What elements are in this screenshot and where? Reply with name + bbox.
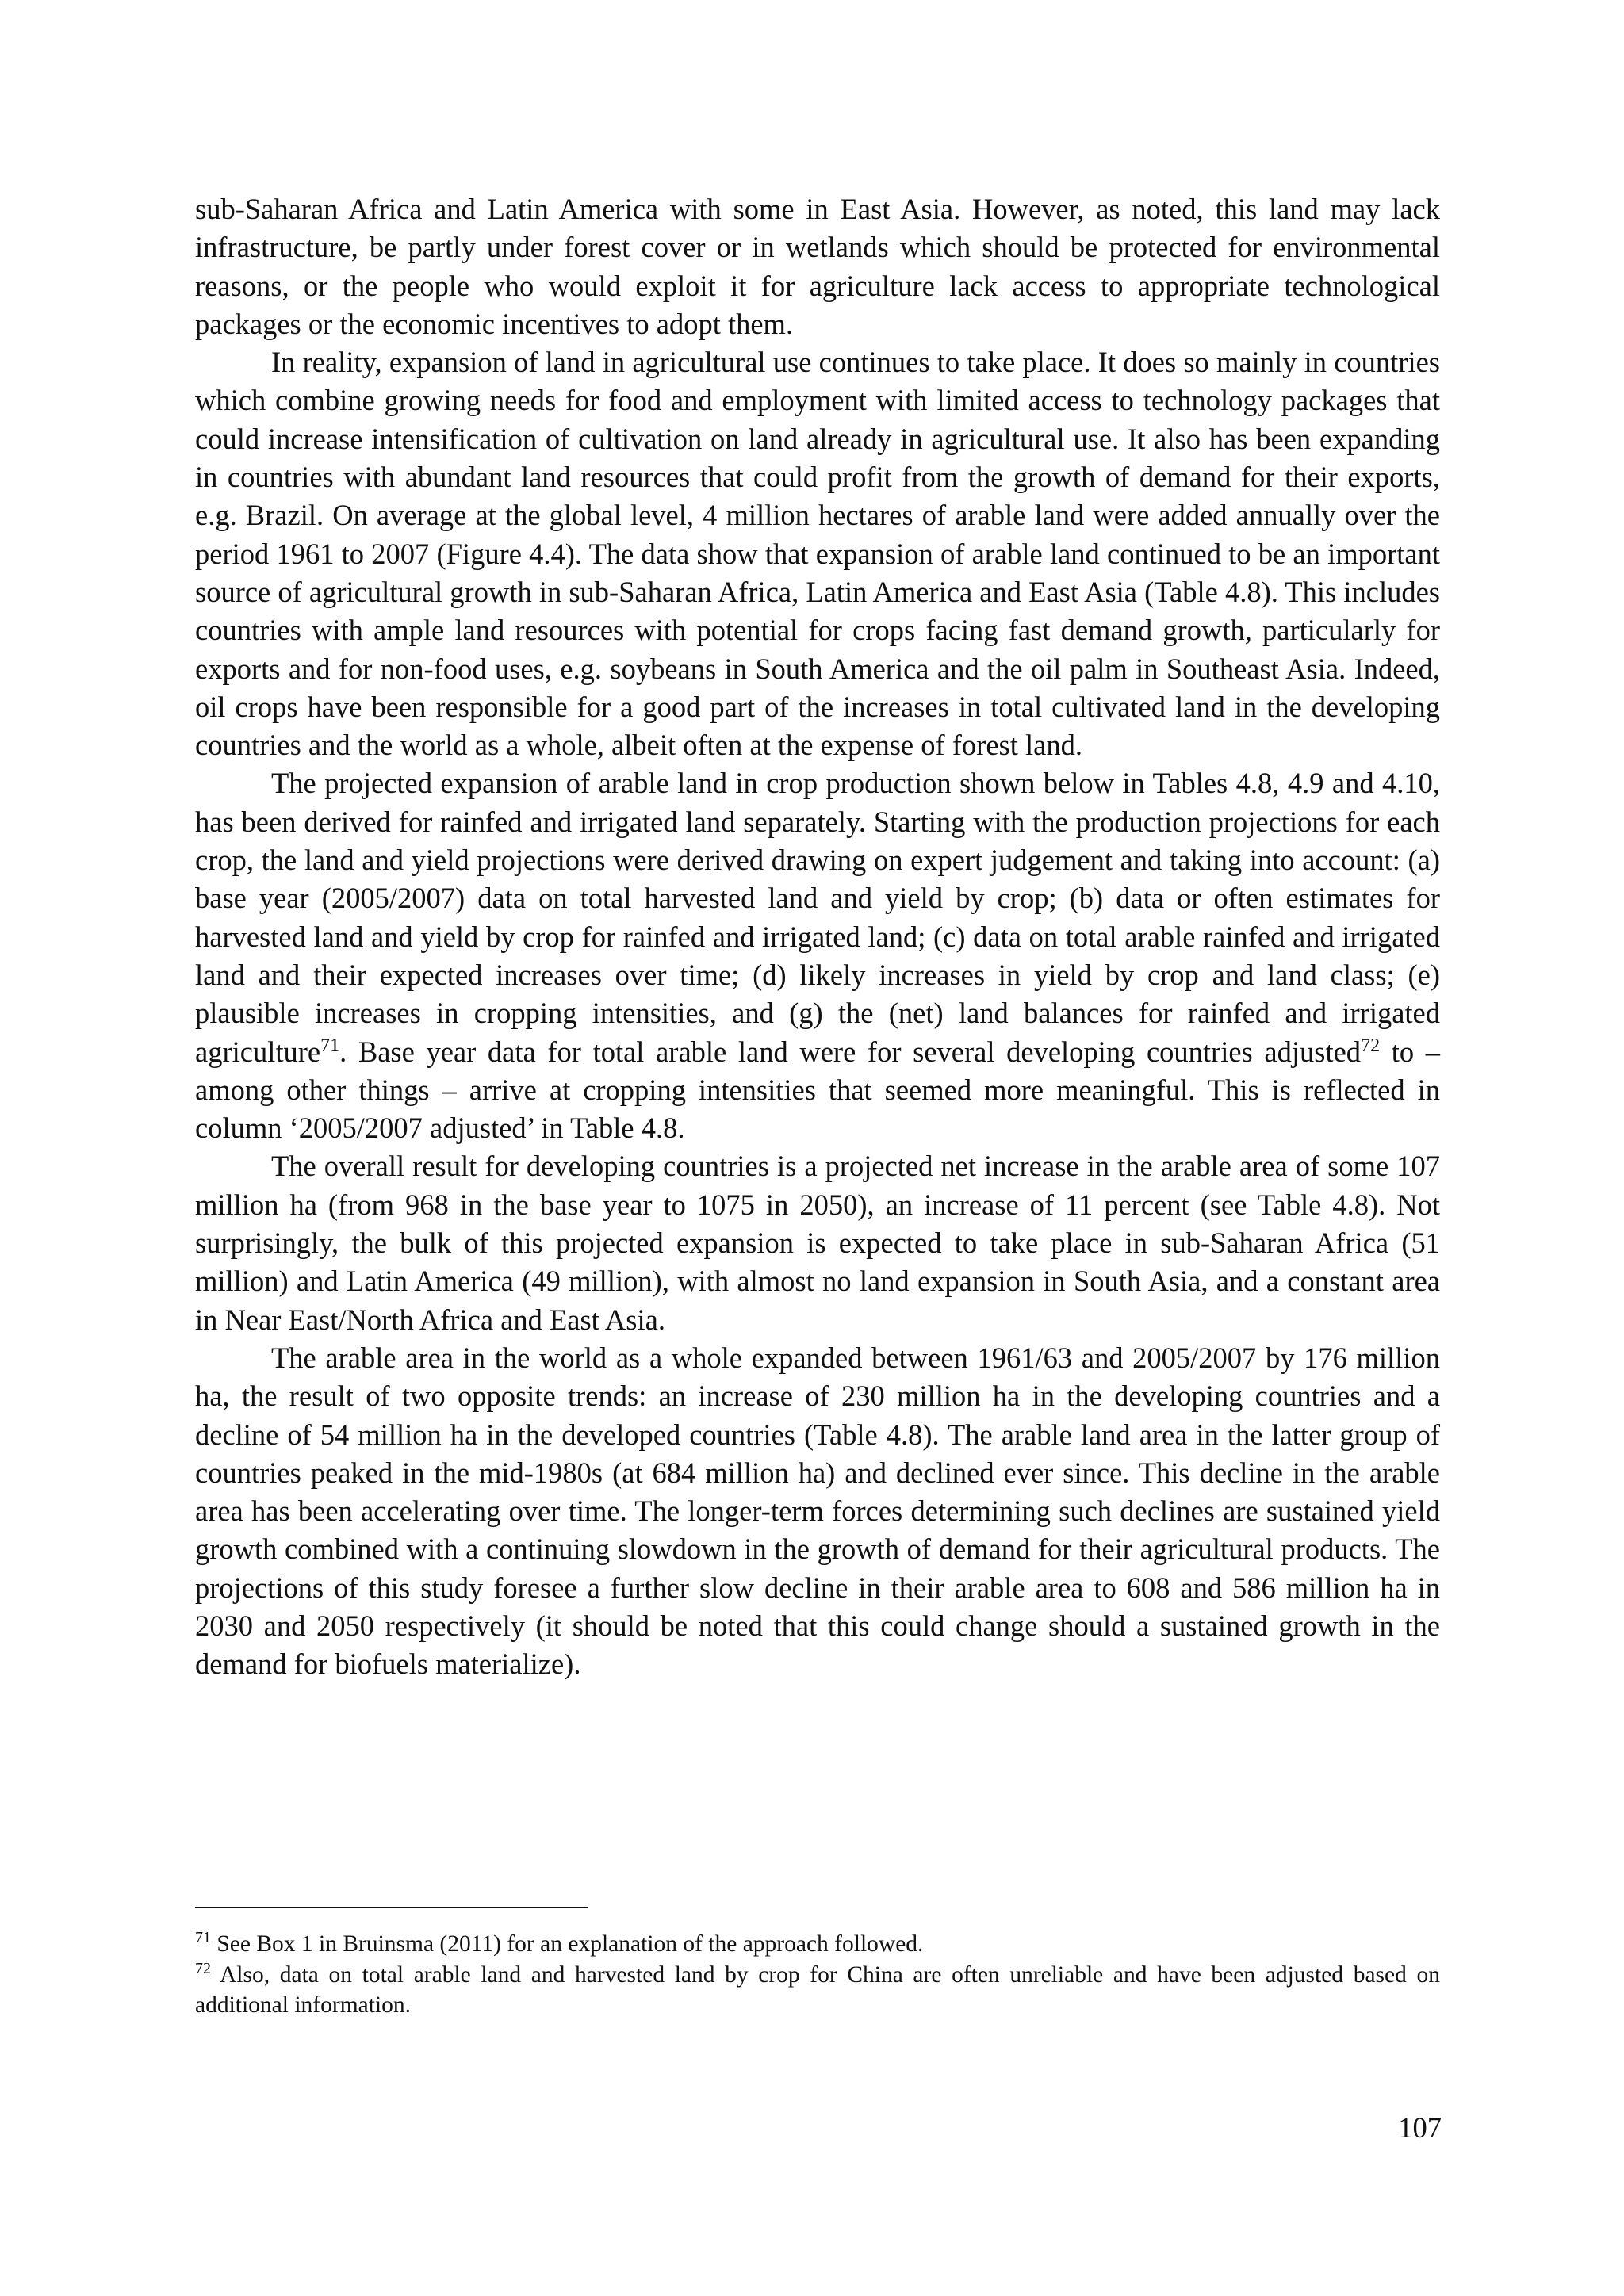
paragraph-3-text-a: The projected expansion of arable land in crop production shown below in Tables 4.8, 4.9 and 4.10, has been derived for rainfed and irrigated land separately. Starting with the production projections for each crop, the land and yield projections were derived drawing on expert judgement and taking into account: (a) base year (2005/2007) data on total harvested land and yield by crop; (b) data or often estimates for harvested land and yield by crop for rainfed and irrigated land; (c) data on total arable rainfed and irrigated land and their expected increases over time; (d) likely increases in yield by crop and land class; (e) plausible increases in cropping intensities, and (g) the (net) land balances for rainfed and irrigated agriculture (195, 767, 1440, 1068)
paragraph-3-text-c: to – among other things – arrive at cropping intensities that seemed more meaningful. This is reflected in column ‘2005/2007 adjusted’ in Table 4.8. (195, 1035, 1440, 1145)
footnote-72 (195, 1960, 1440, 2021)
paragraph-3 (195, 764, 1440, 1147)
page-number: 107 (1398, 2111, 1442, 2144)
body-text (195, 190, 1440, 1684)
paragraph-5: The arable area in the world as a whole expanded between 1961/63 and 2005/2007 by 176 million ha, the result of two opposite trends: an increase of 230 million ha in the developing countries and a decline of 54 million ha in the developed countries (Table 4.8). The arable land area in the latter group of countries peaked in the mid-1980s (at 684 million ha) and declined ever since. This decline in the arable area has been accelerating over time. The longer-term forces determining such declines are sustained yield growth combined with a continuing slowdown in the growth of demand for their agricultural products. The projections of this study foresee a further slow decline in their arable area to 608 and 586 million ha in 2030 and 2050 respectively (it should be noted that this could change should a sustained growth in the demand for biofuels materialize). (195, 1341, 1440, 1681)
footnote-71 (195, 1929, 1440, 1960)
footnote-72-text: Also, data on total arable land and harvested land by crop for China are often unreliable and have been adjusted based on additional information. (195, 1961, 1440, 2018)
footnote-marker-71: 71 (195, 1929, 211, 1947)
footnote-marker-72: 72 (195, 1959, 211, 1977)
footnote-ref-72[interactable]: 72 (1361, 1035, 1381, 1056)
paragraph-3-text-b: . Base year data for total arable land were for several developing countries adjusted (339, 1035, 1362, 1068)
paragraph-1: sub-Saharan Africa and Latin America with some in East Asia. However, as noted, this land may lack infrastructure, be partly under forest cover or in wetlands which should be protected for environmental reasons, or the people who would exploit it for agriculture lack access to appropriate technological packages or the economic incentives to adopt them. (195, 193, 1440, 340)
paragraph-2: In reality, expansion of land in agricultural use continues to take place. It does so mainly in countries which combine growing needs for food and employment with limited access to technology packages that could increase intensification of cultivation on land already in agricultural use. It also has been expanding in countries with abundant land resources that could profit from the growth of demand for their exports, e.g. Brazil. On average at the global level, 4 million hectares of arable land were added annually over the period 1961 to 2007 (Figure 4.4). The data show that expansion of arable land continued to be an important source of agricultural growth in sub-Saharan Africa, Latin America and East Asia (Table 4.8). This includes countries with ample land resources with potential for crops facing fast demand growth, particularly for exports and for non-food uses, e.g. soybeans in South America and the oil palm in Southeast Asia. Indeed, oil crops have been responsible for a good part of the increases in total cultivated land in the developing countries and the world as a whole, albeit often at the expense of forest land. (195, 346, 1440, 762)
footnote-ref-71[interactable]: 71 (320, 1035, 340, 1056)
footnote-71-text: See Box 1 in Bruinsma (2011) for an explanation of the approach followed. (211, 1931, 924, 1957)
footnote-divider (195, 1907, 588, 1908)
footnotes (195, 1929, 1440, 2021)
paragraph-4: The overall result for developing countries is a projected net increase in the arable area of some 107 million ha (from 968 in the base year to 1075 in 2050), an increase of 11 percent (see Table 4.8). Not surprisingly, the bulk of this projected expansion is expected to take place in sub-Saharan Africa (51 million) and Latin America (49 million), with almost no land expansion in South Asia, and a constant area in Near East/North Africa and East Asia. (195, 1150, 1440, 1336)
